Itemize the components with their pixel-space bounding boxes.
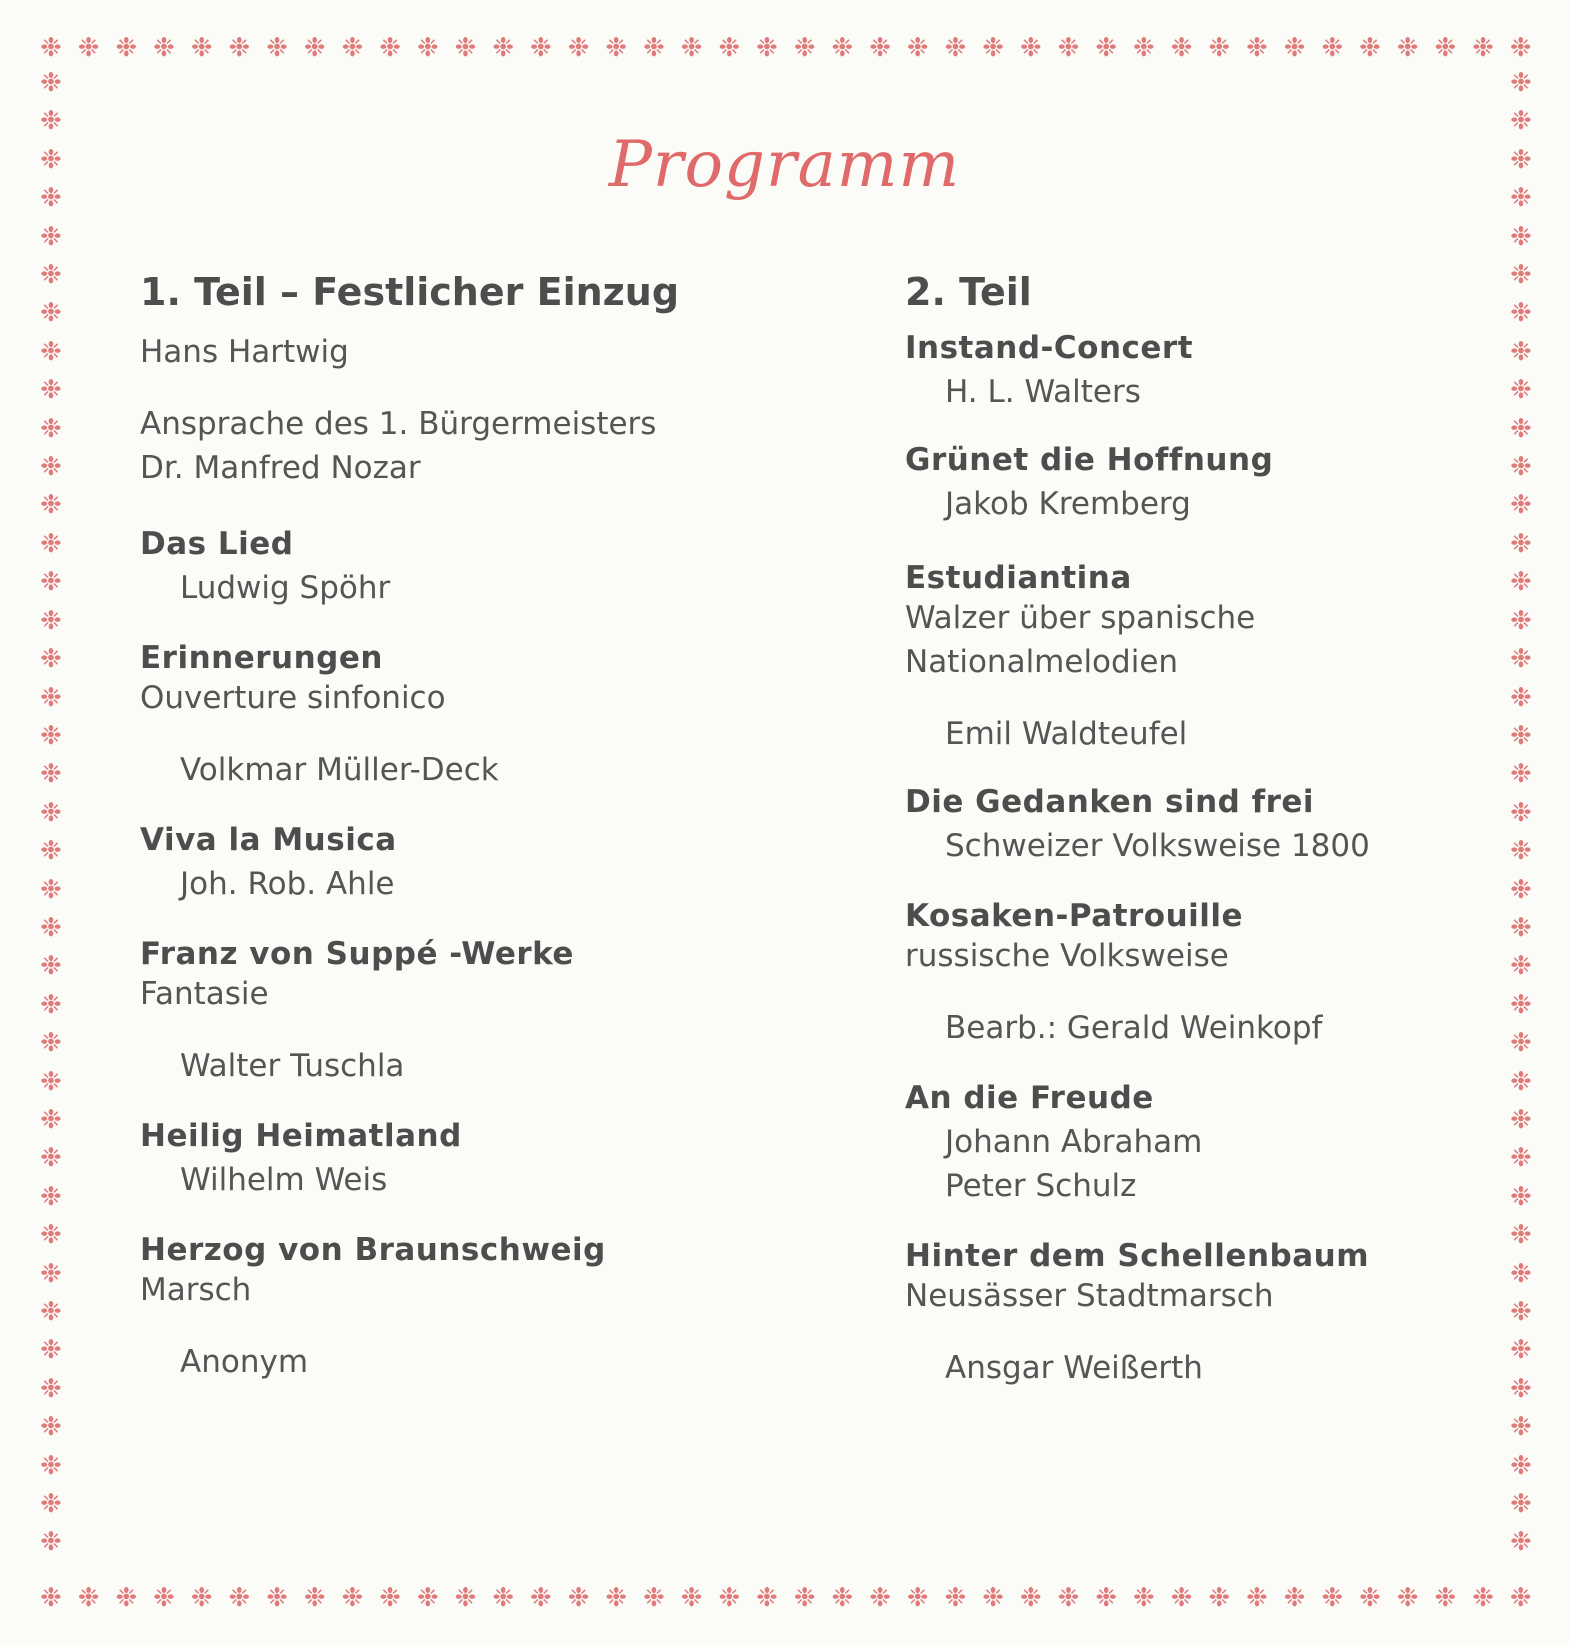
ornament-flake: ❉	[341, 1583, 364, 1613]
ornament-flake: ❉	[1510, 183, 1532, 214]
ornament-flake: ❉	[831, 33, 854, 63]
piece-title: Viva la Musica	[140, 822, 397, 858]
ornament-flake: ❉	[1510, 1527, 1532, 1558]
ornament-flake: ❉	[1019, 33, 1042, 63]
piece-subtitle: Nationalmelodien	[905, 644, 1179, 680]
ornament-flake: ❉	[40, 1028, 62, 1059]
ornament-flake: ❉	[1095, 1583, 1118, 1613]
ornament-flake: ❉	[40, 1373, 62, 1404]
ornament-flake: ❉	[40, 221, 62, 252]
ornament-flake: ❉	[1510, 720, 1532, 751]
ornament-flake: ❉	[40, 644, 62, 675]
ornament-flake: ❉	[1283, 1583, 1306, 1613]
program-entry	[140, 822, 780, 906]
piece-composer: H. L. Walters	[945, 374, 1141, 410]
part-1-heading: 1. Teil – Festlicher Einzug	[140, 270, 680, 314]
ornament-flake: ❉	[1396, 1583, 1419, 1613]
ornament-flake: ❉	[1510, 644, 1532, 675]
ornament-flake: ❉	[40, 1258, 62, 1289]
ornament-flake: ❉	[1283, 33, 1306, 63]
ornament-flake: ❉	[1434, 1583, 1457, 1613]
program-entry	[905, 560, 1465, 756]
ornament-flake: ❉	[1095, 33, 1118, 63]
ornament-flake: ❉	[1510, 260, 1532, 291]
intro-speaker: Dr. Manfred Nozar	[140, 450, 421, 486]
ornament-flake: ❉	[1510, 452, 1532, 483]
ornament-flake: ❉	[303, 1583, 326, 1613]
ornament-flake: ❉	[40, 528, 62, 559]
program-entry	[140, 1232, 780, 1384]
ornament-flake: ❉	[680, 33, 703, 63]
ornament-flake: ❉	[906, 1583, 929, 1613]
ornament-flake: ❉	[982, 1583, 1005, 1613]
ornament-flake: ❉	[228, 33, 251, 63]
program-entry	[905, 1080, 1465, 1208]
piece-composer: Walter Tuschla	[180, 1048, 405, 1084]
ornament-flake: ❉	[492, 33, 515, 63]
ornament-flake: ❉	[718, 33, 741, 63]
ornament-flake: ❉	[40, 1489, 62, 1520]
ornament-flake: ❉	[567, 1583, 590, 1613]
piece-composer: Wilhelm Weis	[180, 1162, 388, 1198]
piece-composer: Joh. Rob. Ahle	[180, 866, 395, 902]
ornament-flake: ❉	[1208, 33, 1231, 63]
piece-subtitle: Marsch	[140, 1272, 252, 1308]
ornament-flake: ❉	[1246, 33, 1268, 63]
ornament-flake: ❉	[1133, 1583, 1155, 1613]
ornament-flake: ❉	[40, 298, 62, 329]
ornament-flake: ❉	[190, 1583, 213, 1613]
ornament-flake: ❉	[40, 1412, 62, 1443]
ornament-flake: ❉	[40, 336, 62, 367]
intro-speech: Ansprache des 1. Bürgermeisters	[140, 406, 657, 442]
ornament-flake: ❉	[1510, 490, 1532, 521]
ornament-flake: ❉	[40, 720, 62, 751]
piece-composer: Jakob Kremberg	[945, 486, 1191, 522]
ornament-flake: ❉	[40, 183, 62, 214]
ornament-flake: ❉	[40, 260, 62, 291]
ornament-flake: ❉	[153, 1583, 175, 1613]
program-entry	[905, 330, 1465, 414]
ornament-flake: ❉	[530, 33, 552, 63]
ornament-flake: ❉	[40, 68, 62, 98]
piece-subtitle: Walzer über spanische	[905, 600, 1256, 636]
ornament-flake: ❉	[1510, 1450, 1532, 1481]
ornament-flake: ❉	[1510, 912, 1532, 943]
ornament-flake: ❉	[40, 1583, 62, 1613]
piece-subtitle: Ouverture sinfonico	[140, 680, 446, 716]
ornament-flake: ❉	[40, 951, 62, 982]
ornament-flake: ❉	[1510, 1258, 1532, 1289]
program-entry	[905, 442, 1465, 526]
ornament-flake: ❉	[530, 1583, 552, 1613]
ornament-flake: ❉	[40, 1104, 62, 1135]
ornament-flake: ❉	[1359, 1583, 1381, 1613]
ornament-flake: ❉	[153, 33, 175, 63]
ornament-flake: ❉	[1510, 797, 1532, 828]
piece-title: Erinnerungen	[140, 640, 383, 676]
ornament-flake: ❉	[303, 33, 326, 63]
ornament-flake: ❉	[1510, 1143, 1532, 1174]
ornament-flake: ❉	[40, 1527, 62, 1558]
ornament-flake: ❉	[40, 490, 62, 521]
ornament-flake: ❉	[40, 1297, 62, 1327]
ornament-flake: ❉	[1510, 1028, 1532, 1059]
ornament-flake: ❉	[1057, 33, 1080, 63]
piece-title: Franz von Suppé -Werke	[140, 936, 574, 972]
piece-title: Die Gedanken sind frei	[905, 784, 1315, 820]
ornament-flake: ❉	[1019, 1583, 1042, 1613]
program-part-1	[140, 270, 780, 1414]
ornament-flake: ❉	[1472, 1583, 1495, 1613]
ornament-flake: ❉	[793, 1583, 816, 1613]
ornament-flake: ❉	[341, 33, 364, 63]
ornament-flake: ❉	[1321, 33, 1344, 63]
ornament-flake: ❉	[1510, 874, 1532, 905]
ornament-flake: ❉	[40, 33, 62, 63]
ornament-flake: ❉	[1510, 1412, 1532, 1443]
ornament-flake: ❉	[115, 1583, 138, 1613]
ornament-flake: ❉	[190, 33, 213, 63]
ornament-flake: ❉	[1510, 951, 1532, 982]
ornament-flake: ❉	[1510, 1104, 1532, 1135]
ornament-flake: ❉	[1510, 759, 1532, 790]
ornament-flake: ❉	[869, 33, 892, 63]
ornament-flake: ❉	[1510, 567, 1532, 598]
program-entry	[140, 1118, 780, 1202]
ornament-flake: ❉	[266, 1583, 289, 1613]
program-entry	[905, 898, 1465, 1050]
piece-title: Kosaken-Patrouille	[905, 898, 1244, 934]
ornament-flake: ❉	[1510, 528, 1532, 559]
ornament-flake: ❉	[266, 33, 289, 63]
ornament-flake: ❉	[756, 33, 778, 63]
piece-title: Herzog von Braunschweig	[140, 1232, 606, 1268]
part-2-heading: 2. Teil	[905, 270, 1032, 314]
ornament-flake: ❉	[40, 797, 62, 828]
ornament-flake: ❉	[1510, 1489, 1532, 1520]
ornament-flake: ❉	[1170, 33, 1193, 63]
ornament-flake: ❉	[1510, 1220, 1532, 1251]
program-entry	[905, 784, 1465, 868]
ornament-flake: ❉	[40, 452, 62, 483]
ornament-flake: ❉	[416, 33, 439, 63]
ornament-flake: ❉	[1510, 1373, 1532, 1404]
piece-composer: Johann Abraham	[945, 1124, 1203, 1160]
ornament-flake: ❉	[40, 413, 62, 444]
piece-title: Estudiantina	[905, 560, 1132, 596]
ornament-flake: ❉	[1510, 1335, 1532, 1366]
program-entry	[140, 936, 780, 1088]
ornament-border-top	[36, 33, 1536, 63]
ornament-flake: ❉	[1510, 1066, 1532, 1097]
ornament-flake: ❉	[1510, 1181, 1532, 1212]
ornament-flake: ❉	[756, 1583, 778, 1613]
ornament-flake: ❉	[1510, 144, 1532, 175]
ornament-flake: ❉	[454, 33, 477, 63]
ornament-flake: ❉	[605, 1583, 628, 1613]
part-1-items	[140, 526, 780, 1384]
ornament-flake: ❉	[944, 33, 967, 63]
ornament-flake: ❉	[1472, 33, 1495, 63]
ornament-flake: ❉	[605, 33, 628, 63]
ornament-flake: ❉	[115, 33, 138, 63]
piece-title: Das Lied	[140, 526, 294, 562]
ornament-flake: ❉	[944, 1583, 967, 1613]
ornament-flake: ❉	[1359, 33, 1381, 63]
piece-composer: Anonym	[180, 1344, 309, 1380]
program-part-2	[905, 270, 1465, 1420]
piece-composer: Emil Waldteufel	[945, 716, 1188, 752]
ornament-flake: ❉	[40, 1143, 62, 1174]
ornament-flake: ❉	[40, 836, 62, 867]
ornament-border-bottom	[36, 1583, 1536, 1613]
ornament-flake: ❉	[40, 567, 62, 598]
ornament-flake: ❉	[40, 1220, 62, 1251]
ornament-flake: ❉	[1510, 221, 1532, 252]
ornament-flake: ❉	[40, 989, 62, 1020]
ornament-flake: ❉	[643, 1583, 665, 1613]
piece-subtitle: russische Volksweise	[905, 938, 1229, 974]
ornament-flake: ❉	[831, 1583, 854, 1613]
ornament-flake: ❉	[982, 33, 1005, 63]
ornament-flake: ❉	[1510, 1297, 1532, 1327]
ornament-flake: ❉	[1510, 413, 1532, 444]
program-entry	[140, 526, 780, 610]
ornament-flake: ❉	[793, 33, 816, 63]
ornament-flake: ❉	[40, 874, 62, 905]
piece-subtitle: Fantasie	[140, 976, 269, 1012]
ornament-flake: ❉	[1510, 605, 1532, 636]
ornament-flake: ❉	[40, 106, 62, 137]
ornament-flake: ❉	[1510, 68, 1532, 98]
ornament-flake: ❉	[869, 1583, 892, 1613]
ornament-flake: ❉	[906, 33, 929, 63]
ornament-flake: ❉	[718, 1583, 741, 1613]
ornament-flake: ❉	[228, 1583, 251, 1613]
ornament-flake: ❉	[77, 1583, 100, 1613]
ornament-flake: ❉	[379, 1583, 402, 1613]
ornament-flake: ❉	[1396, 33, 1419, 63]
ornament-flake: ❉	[1246, 1583, 1268, 1613]
ornament-flake: ❉	[1509, 1583, 1532, 1613]
ornament-flake: ❉	[40, 375, 62, 406]
ornament-flake: ❉	[1510, 836, 1532, 867]
ornament-flake: ❉	[77, 33, 100, 63]
program-entry	[140, 640, 780, 792]
ornament-border-left	[36, 68, 66, 1558]
ornament-flake: ❉	[1057, 1583, 1080, 1613]
ornament-flake: ❉	[40, 605, 62, 636]
ornament-flake: ❉	[40, 1066, 62, 1097]
piece-composer: Ludwig Spöhr	[180, 570, 391, 606]
ornament-flake: ❉	[416, 1583, 439, 1613]
ornament-flake: ❉	[1170, 1583, 1193, 1613]
piece-composer: Schweizer Volksweise 1800	[945, 828, 1370, 864]
ornament-flake: ❉	[40, 759, 62, 790]
intro-host: Hans Hartwig	[140, 334, 349, 370]
piece-title: Grünet die Hoffnung	[905, 442, 1274, 478]
ornament-flake: ❉	[1510, 106, 1532, 137]
ornament-flake: ❉	[1321, 1583, 1344, 1613]
piece-title: Instand-Concert	[905, 330, 1194, 366]
ornament-flake: ❉	[567, 33, 590, 63]
ornament-flake: ❉	[643, 33, 665, 63]
ornament-flake: ❉	[40, 144, 62, 175]
ornament-flake: ❉	[680, 1583, 703, 1613]
piece-title: Hinter dem Schellenbaum	[905, 1238, 1369, 1274]
piece-title: An die Freude	[905, 1080, 1154, 1116]
ornament-flake: ❉	[1133, 33, 1155, 63]
ornament-flake: ❉	[454, 1583, 477, 1613]
ornament-flake: ❉	[40, 1181, 62, 1212]
ornament-flake: ❉	[1509, 33, 1532, 63]
ornament-flake: ❉	[40, 1450, 62, 1481]
piece-composer: Ansgar Weißerth	[945, 1350, 1203, 1386]
ornament-flake: ❉	[1208, 1583, 1231, 1613]
piece-composer: Bearb.: Gerald Weinkopf	[945, 1010, 1323, 1046]
ornament-flake: ❉	[1510, 375, 1532, 406]
ornament-flake: ❉	[1510, 336, 1532, 367]
piece-title: Heilig Heimatland	[140, 1118, 462, 1154]
ornament-flake: ❉	[1434, 33, 1457, 63]
ornament-flake: ❉	[1510, 682, 1532, 713]
page-title: Programm	[608, 128, 961, 202]
ornament-flake: ❉	[40, 682, 62, 713]
ornament-flake: ❉	[40, 912, 62, 943]
program-entry	[905, 1238, 1465, 1390]
ornament-flake: ❉	[1510, 989, 1532, 1020]
part-2-items	[905, 330, 1465, 1390]
ornament-flake: ❉	[1510, 298, 1532, 329]
ornament-flake: ❉	[492, 1583, 515, 1613]
ornament-flake: ❉	[40, 1335, 62, 1366]
piece-composer: Peter Schulz	[945, 1168, 1137, 1204]
ornament-border-right	[1506, 68, 1536, 1558]
piece-composer: Volkmar Müller-Deck	[180, 752, 499, 788]
ornament-flake: ❉	[379, 33, 402, 63]
piece-subtitle: Neusässer Stadtmarsch	[905, 1278, 1274, 1314]
